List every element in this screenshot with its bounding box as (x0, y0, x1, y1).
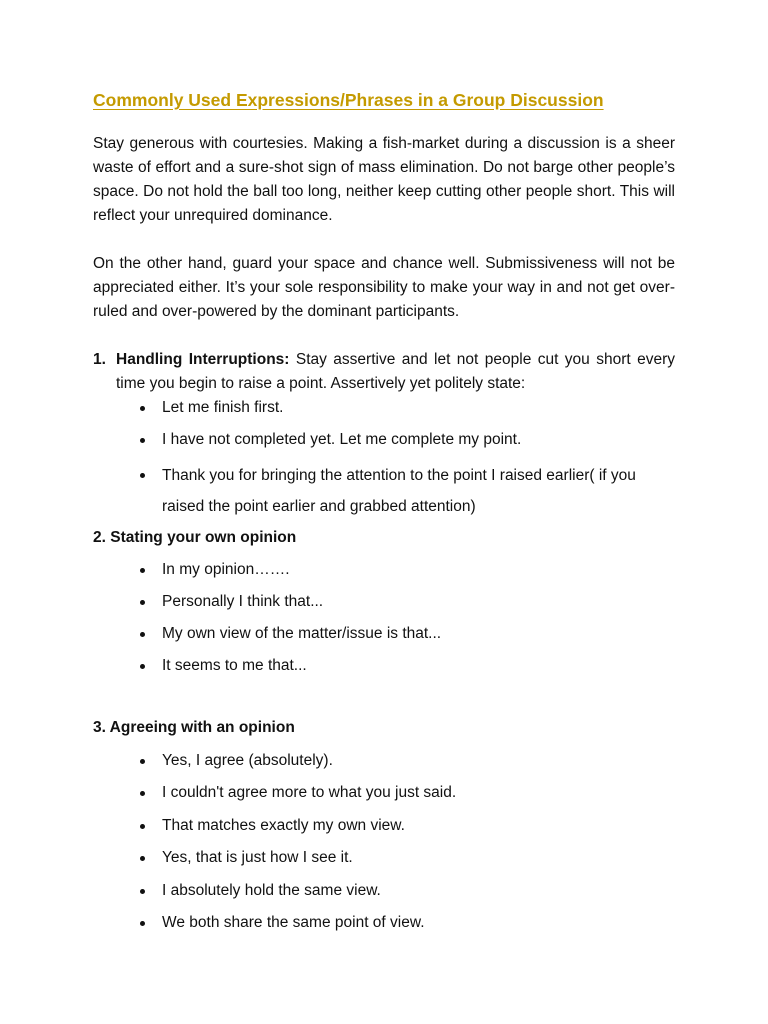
bullet-icon (140, 568, 145, 573)
section-1-list (93, 396, 675, 522)
section-2-title: 2. Stating your own opinion (93, 529, 297, 546)
list-item (93, 781, 675, 805)
document-page (93, 88, 675, 935)
list-item (93, 428, 675, 452)
list-item-text: Yes, that is just how I see it. (162, 849, 353, 866)
list-item (93, 911, 675, 935)
list-item-text: Thank you for bringing the attention to the point I raised earlier( if you raised the point earlier and grabbed attention) (162, 467, 636, 515)
bullet-icon (140, 664, 145, 669)
bullet-icon (140, 438, 145, 443)
list-item (93, 622, 675, 646)
list-item-text: I absolutely hold the same view. (162, 881, 381, 899)
section-1-heading: Handling Interruptions: (116, 351, 290, 368)
list-item (93, 590, 675, 614)
list-item-text: I couldn't agree more to what you just said. (162, 784, 457, 801)
list-item (93, 460, 675, 522)
intro-paragraph-1: Stay generous with courtesies. Making a fish-market during a discussion is a sheer waste of effort and a sure-shot sign of mass elimination. Do not barge other people’s space. Do not hold the ball too long, neither keep cutting other people short. This will reflect your unrequired dominance. (93, 135, 675, 224)
list-item-text: I have not completed yet. Let me complete my point. (162, 431, 522, 448)
bullet-icon (140, 759, 145, 764)
section-2-list (93, 558, 675, 678)
document-title: Commonly Used Expressions/Phrases in a Group Discussion (93, 90, 604, 110)
list-item-text: We both share the same point of view. (162, 914, 425, 931)
bullet-icon (140, 856, 145, 861)
list-item (93, 814, 675, 838)
bullet-icon (140, 791, 145, 796)
bullet-icon (140, 632, 145, 637)
list-item (93, 558, 675, 582)
bullet-icon (140, 600, 145, 605)
intro-paragraph-2: On the other hand, guard your space and chance well. Submissiveness will not be appreciated either. It’s your sole responsibility to make your way in and not get over-ruled and over-powered by the dominant participants. (93, 255, 675, 320)
bullet-icon (140, 824, 145, 829)
list-item (93, 396, 675, 420)
bullet-icon (140, 921, 145, 926)
list-item-text: In my opinion……. (162, 561, 290, 578)
list-item (93, 654, 675, 678)
list-item (93, 749, 675, 773)
bullet-icon (140, 473, 145, 478)
list-item-text: Personally I think that... (162, 593, 324, 610)
section-handling-interruptions (93, 348, 675, 522)
section-1-text: Stay assertive and let not people cut you short every time you begin to raise a point. Assertively yet politely state: (116, 351, 675, 392)
section-1-body (116, 348, 675, 396)
section-3-list (93, 749, 675, 936)
section-agreeing-opinion (93, 716, 675, 935)
section-3-title: 3. Agreeing with an opinion (93, 719, 295, 736)
list-item-text: Let me finish first. (162, 399, 284, 416)
section-1-number: 1. (93, 351, 106, 368)
section-stating-opinion (93, 526, 675, 678)
bullet-icon (140, 406, 145, 411)
list-item (93, 846, 675, 870)
list-item (93, 879, 675, 903)
list-item-text: My own view of the matter/issue is that... (162, 625, 442, 642)
list-item-text: It seems to me that... (162, 657, 307, 674)
list-item-text: That matches exactly my own view. (162, 816, 405, 834)
list-item-text: Yes, I agree (absolutely). (162, 751, 333, 769)
section-1-header (93, 348, 675, 396)
bullet-icon (140, 889, 145, 894)
